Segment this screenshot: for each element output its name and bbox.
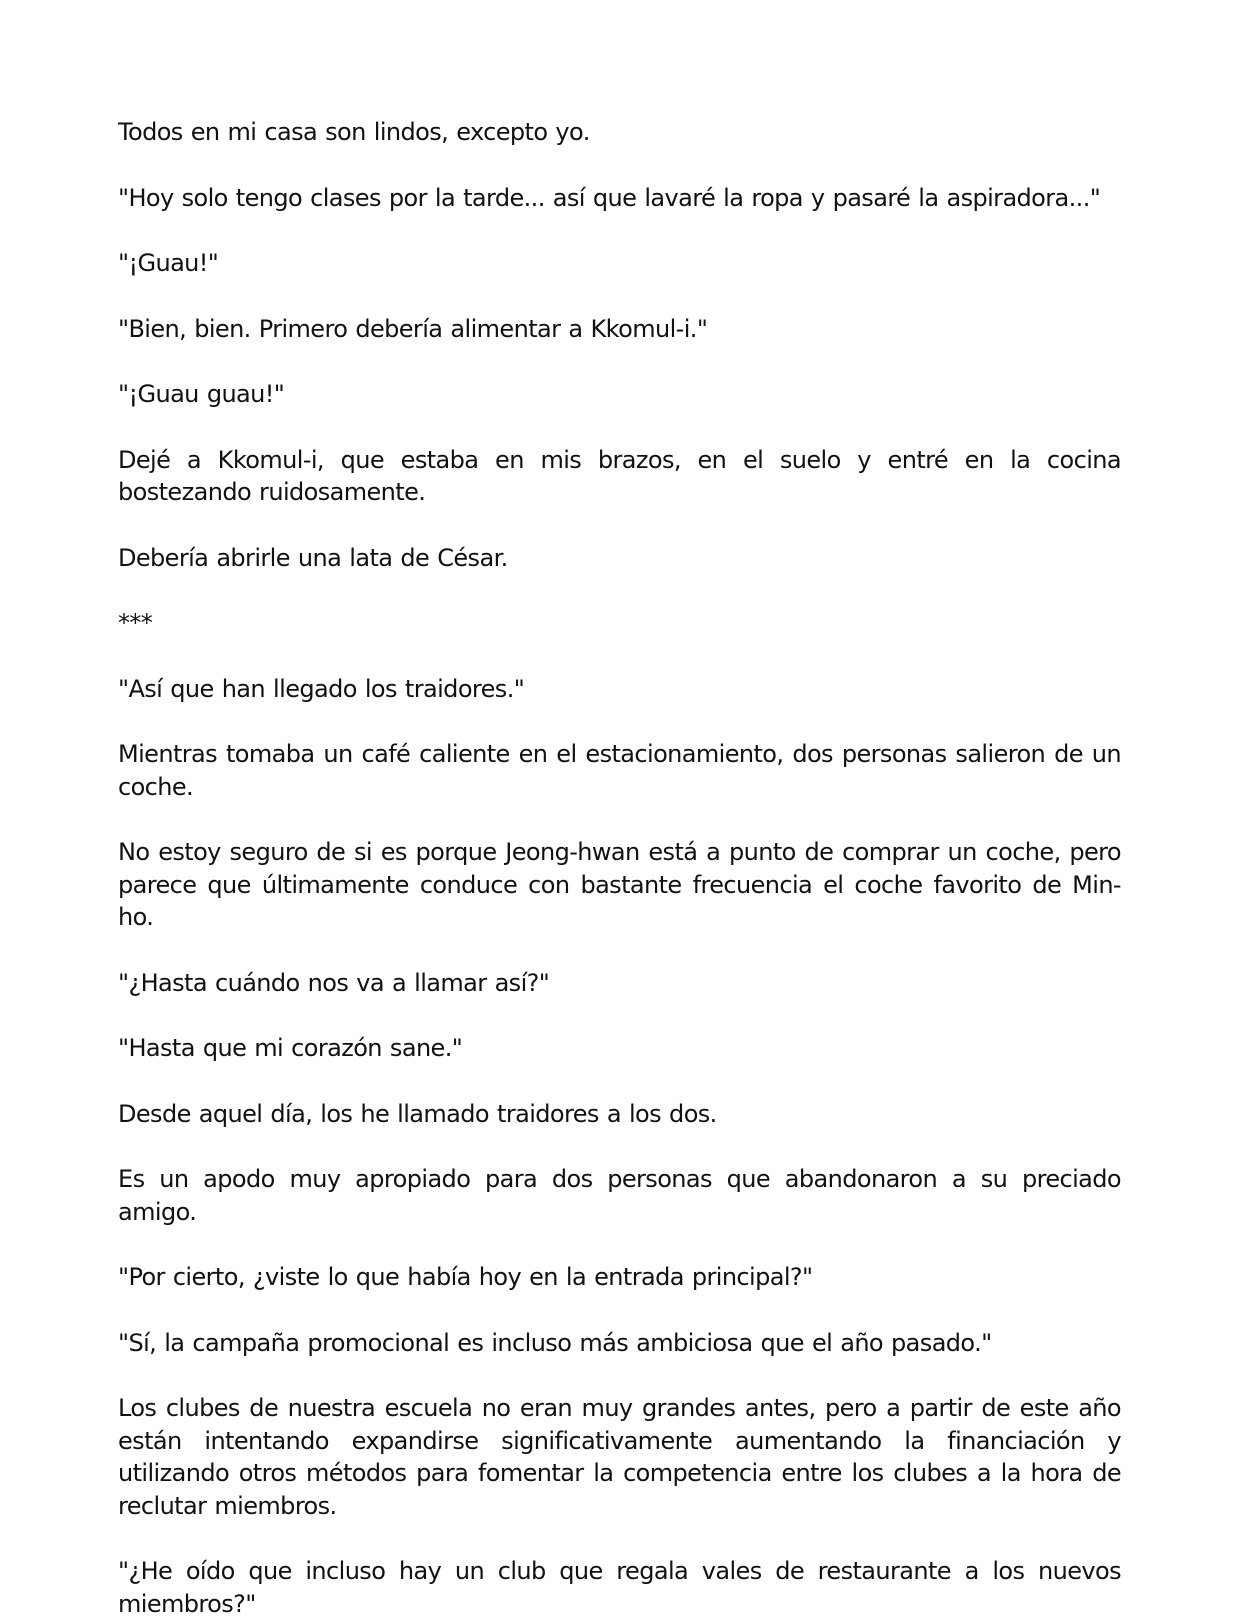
paragraph: "Por cierto, ¿viste lo que había hoy en la entrada principal?" bbox=[118, 1263, 813, 1291]
paragraph: "¡Guau guau!" bbox=[118, 380, 285, 408]
scene-break: *** bbox=[118, 609, 153, 637]
paragraph: "Hasta que mi corazón sane." bbox=[118, 1034, 463, 1062]
paragraph: "Sí, la campaña promocional es incluso más ambiciosa que el año pasado." bbox=[118, 1328, 992, 1357]
paragraph: Es un apodo muy apropiado para dos personas que abandonaron a su preciado amigo. bbox=[118, 1165, 1121, 1226]
paragraph: Los clubes de nuestra escuela no eran muy grandes antes, pero a partir de este año están intentando expandirse significativamente aumentando la financiación y utilizando otros métodos para fomentar la competencia entre los clubes a la hora de reclutar miembros. bbox=[118, 1394, 1121, 1520]
paragraph: "Bien, bien. Primero debería alimentar a Kkomul-i." bbox=[118, 314, 708, 343]
paragraph: "¡Guau!" bbox=[118, 249, 219, 277]
paragraph: "Así que han llegado los traidores." bbox=[118, 674, 525, 703]
paragraph: Todos en mi casa son lindos, excepto yo. bbox=[118, 118, 590, 146]
paragraph: Dejé a Kkomul-i, que estaba en mis brazos, en el suelo y entré en la cocina bostezando ruidosamente. bbox=[118, 445, 1121, 506]
paragraph: "¿He oído que incluso hay un club que regala vales de restaurante a los nuevos miembros?" bbox=[118, 1557, 1121, 1618]
paragraph: Mientras tomaba un café caliente en el estacionamiento, dos personas salieron de un coche. bbox=[118, 740, 1121, 801]
paragraph: Debería abrirle una lata de César. bbox=[118, 543, 508, 572]
document-page bbox=[118, 116, 1121, 1620]
paragraph: Desde aquel día, los he llamado traidores a los dos. bbox=[118, 1099, 717, 1128]
paragraph: "Hoy solo tengo clases por la tarde... así que lavaré la ropa y pasaré la aspiradora..." bbox=[118, 183, 1101, 212]
paragraph: No estoy seguro de si es porque Jeong-hwan está a punto de comprar un coche, pero parece que últimamente conduce con bastante frecuencia el coche favorito de Min-ho. bbox=[118, 838, 1121, 931]
paragraph: "¿Hasta cuándo nos va a llamar así?" bbox=[118, 968, 550, 997]
